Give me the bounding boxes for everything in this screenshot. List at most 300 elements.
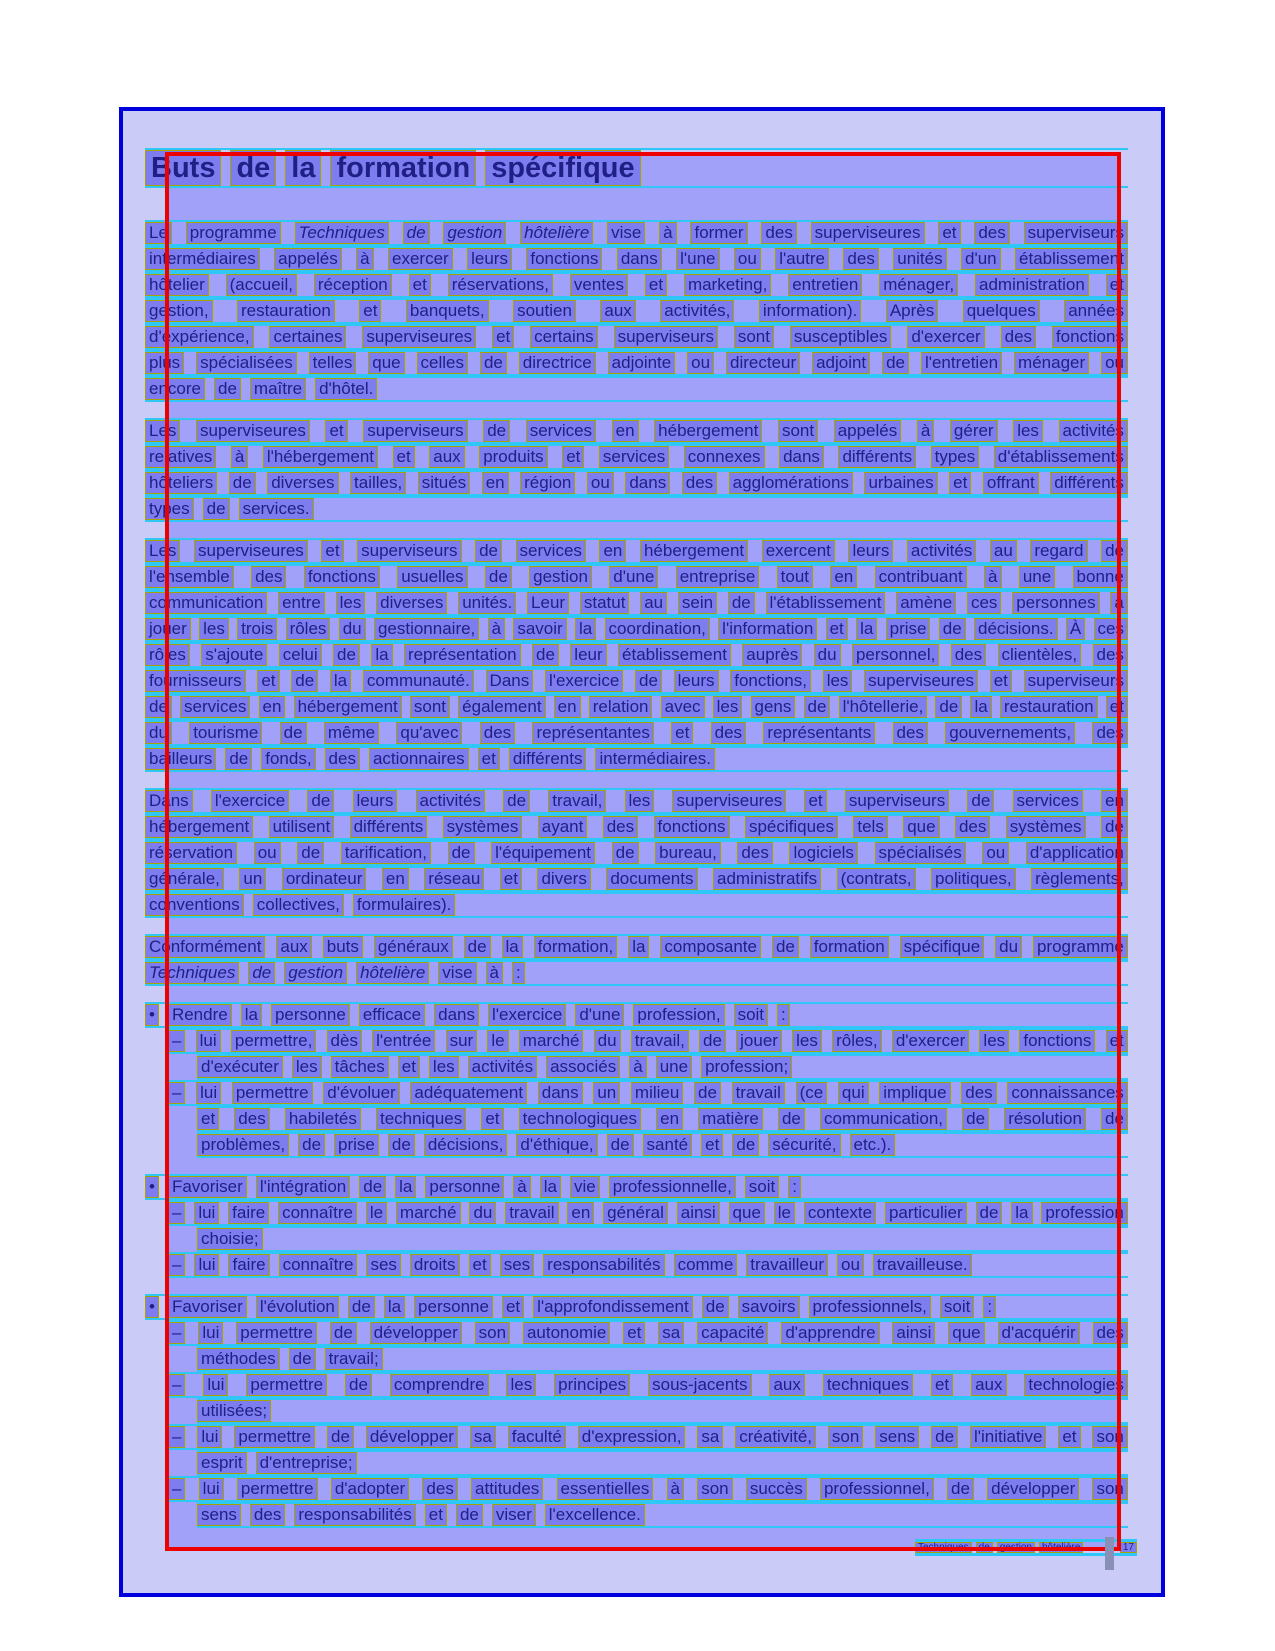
- word-box[interactable]: efficace: [359, 1004, 425, 1026]
- word-box[interactable]: de: [307, 790, 334, 812]
- word-box[interactable]: prise: [886, 618, 931, 640]
- word-box[interactable]: –: [168, 1082, 185, 1104]
- word-box[interactable]: décisions,: [424, 1134, 508, 1156]
- word-box[interactable]: unités: [893, 248, 946, 270]
- word-box[interactable]: la: [1011, 1202, 1032, 1224]
- word-box[interactable]: aux: [429, 446, 464, 468]
- word-box[interactable]: une: [1019, 566, 1055, 588]
- word-box[interactable]: certaines: [269, 326, 346, 348]
- word-box[interactable]: intermédiaires: [145, 248, 260, 270]
- word-box[interactable]: aux: [276, 936, 311, 958]
- word-box[interactable]: Favoriser: [168, 1296, 247, 1318]
- word-box[interactable]: services: [180, 696, 250, 718]
- word-box[interactable]: le: [774, 1202, 795, 1224]
- word-box[interactable]: l'approfondissement: [533, 1296, 693, 1318]
- word-box[interactable]: fonctions: [654, 816, 730, 838]
- word-box[interactable]: superviseures: [362, 326, 476, 348]
- word-box[interactable]: personne: [271, 1004, 350, 1026]
- word-box[interactable]: des: [843, 248, 878, 270]
- word-box[interactable]: l'entrée: [372, 1030, 435, 1052]
- word-box[interactable]: superviseurs: [845, 790, 949, 812]
- word-box[interactable]: Conformément: [145, 936, 265, 958]
- word-box[interactable]: différents: [509, 748, 587, 770]
- word-box[interactable]: hébergement: [294, 696, 402, 718]
- word-box[interactable]: de: [203, 498, 230, 520]
- word-box[interactable]: des: [234, 1108, 269, 1130]
- word-box[interactable]: son: [828, 1426, 863, 1448]
- word-box[interactable]: permettre: [236, 1322, 317, 1344]
- word-box[interactable]: et: [359, 300, 381, 322]
- word-box[interactable]: aux: [971, 1374, 1006, 1396]
- word-box[interactable]: d'expression,: [578, 1426, 686, 1448]
- word-box[interactable]: tels: [853, 816, 887, 838]
- word-box[interactable]: etc.).: [850, 1134, 896, 1156]
- word-box[interactable]: implique: [879, 1082, 950, 1104]
- word-box[interactable]: l'initiative: [970, 1426, 1046, 1448]
- word-box[interactable]: administratifs: [713, 868, 821, 890]
- word-box[interactable]: actionnaires: [369, 748, 469, 770]
- word-box[interactable]: situés: [418, 472, 470, 494]
- word-box[interactable]: rôles: [145, 644, 190, 666]
- word-box[interactable]: maître: [250, 378, 306, 400]
- word-box[interactable]: la: [371, 644, 392, 666]
- word-box[interactable]: d'exercer: [907, 326, 984, 348]
- word-box[interactable]: ayant: [538, 816, 588, 838]
- word-box[interactable]: des: [955, 816, 990, 838]
- word-box[interactable]: même: [324, 722, 379, 744]
- word-box[interactable]: des: [711, 722, 746, 744]
- word-box[interactable]: en: [259, 696, 286, 718]
- word-box[interactable]: et: [1106, 1030, 1128, 1052]
- word-box[interactable]: et: [623, 1322, 645, 1344]
- word-box[interactable]: formation: [810, 936, 889, 958]
- word-box[interactable]: techniques: [376, 1108, 466, 1130]
- word-box[interactable]: la: [395, 1176, 416, 1198]
- word-box[interactable]: matière: [698, 1108, 763, 1130]
- word-box[interactable]: sa: [697, 1426, 723, 1448]
- word-box[interactable]: et: [502, 1296, 524, 1318]
- word-box[interactable]: attitudes: [471, 1478, 543, 1500]
- word-box[interactable]: ou: [687, 352, 714, 374]
- word-box[interactable]: de: [976, 1202, 1003, 1224]
- word-box[interactable]: statut: [580, 592, 630, 614]
- word-box[interactable]: une: [656, 1056, 692, 1078]
- word-box[interactable]: dans: [434, 1004, 479, 1026]
- word-box[interactable]: de: [297, 842, 324, 864]
- word-box[interactable]: –: [168, 1254, 185, 1276]
- word-box[interactable]: superviseures: [196, 420, 310, 442]
- word-box[interactable]: entre: [278, 592, 325, 614]
- word-box[interactable]: et: [931, 1374, 953, 1396]
- word-box[interactable]: gestionnaire,: [374, 618, 479, 640]
- title-word-box[interactable]: la: [285, 150, 321, 186]
- word-box[interactable]: sous-jacents: [648, 1374, 751, 1396]
- word-box[interactable]: exercer: [388, 248, 453, 270]
- word-box[interactable]: aux: [769, 1374, 804, 1396]
- word-box[interactable]: en: [599, 540, 626, 562]
- word-box[interactable]: –: [168, 1478, 185, 1500]
- word-box[interactable]: de: [532, 644, 559, 666]
- word-box[interactable]: lui: [194, 1202, 219, 1224]
- word-box[interactable]: de: [1101, 1108, 1128, 1130]
- word-box[interactable]: les: [429, 1056, 459, 1078]
- word-box[interactable]: et: [1106, 274, 1128, 296]
- word-box[interactable]: ou: [587, 472, 614, 494]
- word-box[interactable]: superviseures: [672, 790, 786, 812]
- word-box[interactable]: son: [1092, 1478, 1127, 1500]
- word-box[interactable]: la: [856, 618, 877, 640]
- word-box[interactable]: sur: [446, 1030, 478, 1052]
- word-box[interactable]: ses: [366, 1254, 400, 1276]
- word-box[interactable]: et: [949, 472, 971, 494]
- word-box[interactable]: fonctions: [1052, 326, 1128, 348]
- word-box[interactable]: fonctions: [1019, 1030, 1095, 1052]
- word-box[interactable]: les: [713, 696, 743, 718]
- word-box[interactable]: Dans: [486, 670, 534, 692]
- word-box[interactable]: leurs: [848, 540, 893, 562]
- word-box[interactable]: l'hôtellerie,: [839, 696, 928, 718]
- word-box[interactable]: regard: [1030, 540, 1087, 562]
- word-box[interactable]: bonne: [1073, 566, 1128, 588]
- word-box[interactable]: entretien: [788, 274, 862, 296]
- word-box[interactable]: Après: [886, 300, 938, 322]
- word-box[interactable]: des: [737, 842, 772, 864]
- word-box[interactable]: de: [480, 352, 507, 374]
- word-box[interactable]: personne: [414, 1296, 493, 1318]
- word-box[interactable]: superviseurs: [357, 540, 461, 562]
- word-box[interactable]: l'information: [718, 618, 817, 640]
- word-box[interactable]: de: [702, 1296, 729, 1318]
- word-box[interactable]: politiques,: [931, 868, 1016, 890]
- word-box[interactable]: de: [882, 352, 909, 374]
- word-box[interactable]: services: [1013, 790, 1083, 812]
- word-box[interactable]: générale,: [145, 868, 224, 890]
- word-box[interactable]: ses: [500, 1254, 534, 1276]
- word-box[interactable]: que: [948, 1322, 984, 1344]
- word-box[interactable]: information).: [759, 300, 861, 322]
- word-box[interactable]: et: [478, 748, 500, 770]
- word-box[interactable]: •: [145, 1004, 159, 1026]
- word-box[interactable]: spécifique: [900, 936, 985, 958]
- word-box[interactable]: la: [540, 1176, 561, 1198]
- word-box[interactable]: (ce: [796, 1082, 828, 1104]
- word-box[interactable]: permettre: [234, 1426, 315, 1448]
- word-box[interactable]: de: [248, 962, 275, 984]
- word-box[interactable]: de: [225, 748, 252, 770]
- word-box[interactable]: personne: [425, 1176, 504, 1198]
- word-box[interactable]: en: [554, 696, 581, 718]
- word-box[interactable]: hébergement: [640, 540, 748, 562]
- word-box[interactable]: droits: [410, 1254, 460, 1276]
- word-box[interactable]: sont: [410, 696, 450, 718]
- word-box[interactable]: et: [1106, 696, 1128, 718]
- word-box[interactable]: faire: [228, 1254, 269, 1276]
- word-box[interactable]: –: [168, 1374, 185, 1396]
- word-box[interactable]: superviseurs: [363, 420, 467, 442]
- word-box[interactable]: du: [339, 618, 366, 640]
- word-box[interactable]: développer: [370, 1322, 462, 1344]
- word-box[interactable]: d'entreprise;: [256, 1452, 357, 1474]
- word-box[interactable]: unités.: [458, 592, 516, 614]
- word-box[interactable]: la: [502, 936, 523, 958]
- word-box[interactable]: de: [403, 222, 430, 244]
- word-box[interactable]: collectives,: [253, 894, 344, 916]
- word-box[interactable]: le: [487, 1030, 508, 1052]
- word-box[interactable]: de: [728, 592, 755, 614]
- word-box[interactable]: l'évolution: [256, 1296, 339, 1318]
- word-box[interactable]: l'hébergement: [263, 446, 378, 468]
- word-box[interactable]: des: [1092, 722, 1127, 744]
- word-box[interactable]: marché: [396, 1202, 461, 1224]
- word-box[interactable]: Techniques: [295, 222, 389, 244]
- word-box[interactable]: tourisme: [189, 722, 262, 744]
- word-box[interactable]: de: [967, 790, 994, 812]
- word-box[interactable]: permettre,: [231, 1030, 316, 1052]
- word-box[interactable]: des: [250, 1504, 285, 1526]
- word-box[interactable]: administration: [975, 274, 1089, 296]
- word-box[interactable]: lui: [196, 1082, 221, 1104]
- word-box[interactable]: à: [231, 446, 248, 468]
- word-box[interactable]: et: [562, 446, 584, 468]
- word-box[interactable]: marketing,: [684, 274, 771, 296]
- word-box[interactable]: contexte: [804, 1202, 876, 1224]
- word-box[interactable]: de: [732, 1134, 759, 1156]
- word-box[interactable]: les: [292, 1056, 322, 1078]
- word-box[interactable]: hôtelière: [356, 962, 429, 984]
- word-box[interactable]: types: [145, 498, 194, 520]
- word-box[interactable]: au: [640, 592, 667, 614]
- word-box[interactable]: la: [970, 696, 991, 718]
- word-box[interactable]: l'exercice: [488, 1004, 566, 1026]
- word-box[interactable]: gestion: [284, 962, 347, 984]
- word-box[interactable]: superviseurs: [1024, 670, 1128, 692]
- word-box[interactable]: à: [486, 962, 503, 984]
- word-box[interactable]: établissement: [1015, 248, 1128, 270]
- word-box[interactable]: de: [298, 1134, 325, 1156]
- word-box[interactable]: et: [409, 274, 431, 296]
- word-box[interactable]: susceptibles: [790, 326, 892, 348]
- word-box[interactable]: de: [388, 1134, 415, 1156]
- word-box[interactable]: former: [690, 222, 747, 244]
- word-box[interactable]: et: [938, 222, 960, 244]
- word-box[interactable]: ventes: [570, 274, 628, 296]
- word-box[interactable]: de: [778, 1108, 805, 1130]
- word-box[interactable]: des: [422, 1478, 457, 1500]
- word-box[interactable]: des: [325, 748, 360, 770]
- word-box[interactable]: et: [990, 670, 1012, 692]
- word-box[interactable]: de: [289, 1348, 316, 1370]
- word-box[interactable]: tailles,: [350, 472, 406, 494]
- word-box[interactable]: du: [469, 1202, 496, 1224]
- word-box[interactable]: celui: [279, 644, 322, 666]
- word-box[interactable]: différents: [1050, 472, 1128, 494]
- word-box[interactable]: (accueil,: [226, 274, 297, 296]
- word-box[interactable]: qui: [838, 1082, 869, 1104]
- word-box[interactable]: l'établissement: [766, 592, 886, 614]
- word-box[interactable]: superviseurs: [1024, 222, 1128, 244]
- word-box[interactable]: à: [667, 1478, 684, 1500]
- word-box[interactable]: telles: [309, 352, 357, 374]
- word-box[interactable]: appelés: [274, 248, 342, 270]
- word-box[interactable]: À: [1066, 618, 1085, 640]
- word-box[interactable]: jouer: [736, 1030, 782, 1052]
- word-box[interactable]: et: [481, 1108, 503, 1130]
- word-box[interactable]: savoirs: [738, 1296, 800, 1318]
- word-box[interactable]: années: [1064, 300, 1128, 322]
- word-box[interactable]: de: [485, 566, 512, 588]
- word-box[interactable]: de: [291, 670, 318, 692]
- word-box[interactable]: systèmes: [443, 816, 523, 838]
- word-box[interactable]: responsabilités: [543, 1254, 664, 1276]
- title-word-box[interactable]: formation: [330, 150, 476, 186]
- word-box[interactable]: des: [893, 722, 928, 744]
- word-box[interactable]: professionnels,: [809, 1296, 931, 1318]
- word-box[interactable]: du: [814, 644, 841, 666]
- word-box[interactable]: des: [251, 566, 286, 588]
- word-box[interactable]: représentation: [404, 644, 521, 666]
- word-box[interactable]: ainsi: [677, 1202, 720, 1224]
- word-box[interactable]: Le: [145, 222, 172, 244]
- word-box[interactable]: à: [1110, 592, 1127, 614]
- word-box[interactable]: relation: [589, 696, 653, 718]
- word-box[interactable]: technologies: [1024, 1374, 1127, 1396]
- word-box[interactable]: comme: [674, 1254, 738, 1276]
- word-box[interactable]: permettre: [237, 1478, 318, 1500]
- footer-word-box[interactable]: Techniques: [915, 1542, 972, 1553]
- word-box[interactable]: activités: [1059, 420, 1128, 442]
- word-box[interactable]: les: [979, 1030, 1009, 1052]
- word-box[interactable]: offrant: [983, 472, 1039, 494]
- word-box[interactable]: réservations,: [448, 274, 553, 296]
- word-box[interactable]: et: [197, 1108, 219, 1130]
- word-box[interactable]: utilisées;: [197, 1400, 271, 1422]
- word-box[interactable]: restauration: [1000, 696, 1098, 718]
- word-box[interactable]: permettre: [246, 1374, 327, 1396]
- footer-word-box[interactable]: gestion: [997, 1542, 1035, 1553]
- word-box[interactable]: vise: [438, 962, 476, 984]
- word-box[interactable]: les: [792, 1030, 822, 1052]
- word-box[interactable]: responsabilités: [294, 1504, 415, 1526]
- word-box[interactable]: systèmes: [1006, 816, 1086, 838]
- word-box[interactable]: des: [682, 472, 717, 494]
- word-box[interactable]: différents: [838, 446, 916, 468]
- word-box[interactable]: personnel,: [852, 644, 939, 666]
- word-box[interactable]: de: [939, 618, 966, 640]
- word-box[interactable]: techniques: [823, 1374, 913, 1396]
- word-box[interactable]: composante: [660, 936, 761, 958]
- word-box[interactable]: conventions: [145, 894, 244, 916]
- word-box[interactable]: soit: [734, 1004, 768, 1026]
- word-box[interactable]: :: [983, 1296, 996, 1318]
- word-box[interactable]: de: [456, 1504, 483, 1526]
- word-box[interactable]: en: [656, 1108, 683, 1130]
- word-box[interactable]: sa: [470, 1426, 496, 1448]
- word-box[interactable]: des: [480, 722, 515, 744]
- word-box[interactable]: sein: [678, 592, 717, 614]
- word-box[interactable]: à: [356, 248, 373, 270]
- word-box[interactable]: l'autre: [775, 248, 829, 270]
- word-box[interactable]: de: [947, 1478, 974, 1500]
- word-box[interactable]: la: [628, 936, 649, 958]
- word-box[interactable]: profession;: [701, 1056, 792, 1078]
- word-box[interactable]: du: [145, 722, 172, 744]
- word-box[interactable]: d'expérience,: [145, 326, 254, 348]
- word-box[interactable]: ou: [734, 248, 761, 270]
- word-box[interactable]: activités,: [660, 300, 734, 322]
- word-box[interactable]: gens: [751, 696, 796, 718]
- word-box[interactable]: hôteliers: [145, 472, 217, 494]
- word-box[interactable]: règlements,: [1031, 868, 1128, 890]
- word-box[interactable]: en: [482, 472, 509, 494]
- word-box[interactable]: intermédiaires.: [595, 748, 715, 770]
- word-box[interactable]: travailleuse.: [873, 1254, 972, 1276]
- word-box[interactable]: ou: [254, 842, 281, 864]
- word-box[interactable]: savoir: [513, 618, 566, 640]
- word-box[interactable]: de: [699, 1030, 726, 1052]
- word-box[interactable]: gérer: [950, 420, 998, 442]
- word-box[interactable]: d'un: [961, 248, 1001, 270]
- word-box[interactable]: superviseures: [194, 540, 308, 562]
- word-box[interactable]: leurs: [353, 790, 398, 812]
- word-box[interactable]: d'une: [575, 1004, 624, 1026]
- word-box[interactable]: appelés: [834, 420, 902, 442]
- word-box[interactable]: travail,: [548, 790, 606, 812]
- word-box[interactable]: la: [575, 618, 596, 640]
- word-box[interactable]: de: [1101, 816, 1128, 838]
- title-word-box[interactable]: de: [230, 150, 276, 186]
- word-box[interactable]: gouvernements,: [945, 722, 1075, 744]
- word-box[interactable]: banquets,: [406, 300, 489, 322]
- word-box[interactable]: et: [492, 326, 514, 348]
- word-box[interactable]: lui: [194, 1254, 219, 1276]
- word-box[interactable]: à: [984, 566, 1001, 588]
- word-box[interactable]: de: [607, 1134, 634, 1156]
- word-box[interactable]: des: [951, 644, 986, 666]
- word-box[interactable]: les: [823, 670, 853, 692]
- word-box[interactable]: de: [612, 842, 639, 864]
- word-box[interactable]: clientèles,: [998, 644, 1082, 666]
- word-box[interactable]: communication: [145, 592, 267, 614]
- word-box[interactable]: Dans: [145, 790, 193, 812]
- word-box[interactable]: documents: [606, 868, 697, 890]
- word-box[interactable]: gestion: [529, 566, 592, 588]
- word-box[interactable]: soit: [745, 1176, 779, 1198]
- word-box[interactable]: directeur: [726, 352, 800, 374]
- word-box[interactable]: de: [635, 670, 662, 692]
- text-region-box[interactable]: [165, 152, 1121, 1551]
- word-box[interactable]: de: [694, 1082, 721, 1104]
- word-box[interactable]: tâches: [331, 1056, 389, 1078]
- word-box[interactable]: bureau,: [655, 842, 721, 864]
- word-box[interactable]: activités: [416, 790, 485, 812]
- word-box[interactable]: superviseures: [864, 670, 978, 692]
- word-box[interactable]: de: [229, 472, 256, 494]
- word-box[interactable]: dans: [617, 248, 662, 270]
- word-box[interactable]: quelques: [963, 300, 1040, 322]
- word-box[interactable]: à: [513, 1176, 530, 1198]
- word-box[interactable]: lui: [203, 1374, 228, 1396]
- word-box[interactable]: la: [384, 1296, 405, 1318]
- word-box[interactable]: et: [701, 1134, 723, 1156]
- word-box[interactable]: lui: [199, 1478, 224, 1500]
- word-box[interactable]: Rendre: [168, 1004, 232, 1026]
- word-box[interactable]: de: [1101, 540, 1128, 562]
- word-box[interactable]: programme: [1033, 936, 1128, 958]
- word-box[interactable]: qu'avec: [396, 722, 462, 744]
- word-box[interactable]: autonomie: [523, 1322, 610, 1344]
- word-box[interactable]: que: [368, 352, 404, 374]
- word-box[interactable]: et: [393, 446, 415, 468]
